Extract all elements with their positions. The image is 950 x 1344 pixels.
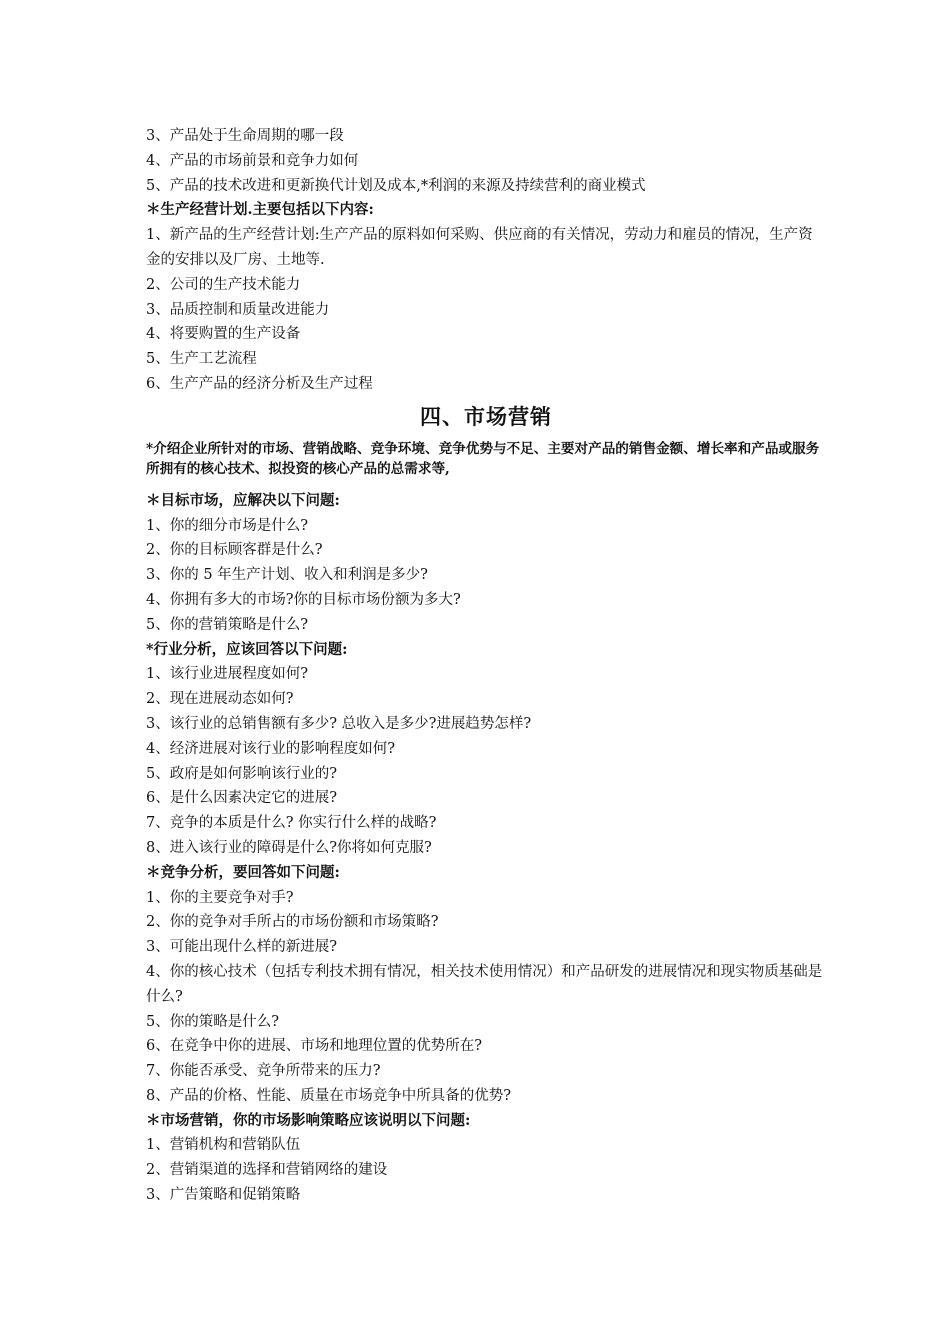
list-item: 5、生产工艺流程: [146, 351, 257, 368]
list-item: 8、进入该行业的障碍是什么?你将如何克服?: [146, 839, 432, 856]
list-item: 4、你的核心技术（包括专利技术拥有情况，相关技术使用情况）和产品研发的进展情况和现实物质基础是什么?: [146, 963, 823, 1005]
list-item: 3、可能出现什么样的新进展?: [146, 939, 337, 956]
list-item: 6、是什么因素决定它的进展?: [146, 790, 337, 807]
list-item: 4、产品的市场前景和竞争力如何: [146, 152, 359, 169]
list-item: 1、你的细分市场是什么?: [146, 517, 308, 534]
list-item: 3、你的 5 年生产计划、收入和利润是多少?: [146, 567, 428, 584]
list-item: 3、广告策略和促销策略: [146, 1187, 301, 1204]
market-marketing-title: ＊市场营销，你的市场影响策略应该说明以下问题:: [146, 1111, 471, 1129]
list-item: 1、新产品的生产经营计划:生产产品的原料如何采购、供应商的有关情况，劳动力和雇员的情况，生产资金的安排以及厂房、土地等.: [146, 227, 813, 268]
list-item: 3、产品处于生命周期的哪一段: [146, 128, 344, 144]
document-body: [146, 124, 826, 1208]
list-item: 4、你拥有多大的市场?你的目标市场份额为多大?: [146, 591, 461, 608]
list-item: 4、将要购置的生产设备: [146, 326, 301, 343]
target-market-title: ＊目标市场，应解决以下问题:: [146, 491, 340, 509]
list-item: 4、经济进展对该行业的影响程度如何?: [146, 740, 395, 757]
list-item: 2、你的目标顾客群是什么?: [146, 542, 323, 559]
list-item: 5、政府是如何影响该行业的?: [146, 765, 337, 782]
list-item: 8、产品的价格、性能、质量在市场竞争中所具备的优势?: [146, 1087, 511, 1104]
section-heading: 四、市场营销: [420, 403, 552, 429]
list-item: 5、你的营销策略是什么?: [146, 616, 308, 633]
list-item: 3、该行业的总销售额有多少? 总收入是多少?进展趋势怎样?: [146, 715, 532, 732]
industry-analysis-title: *行业分析，应该回答以下问题:: [146, 640, 348, 658]
list-item: 7、你能否承受、竞争所带来的压力?: [146, 1063, 381, 1080]
list-item: 5、产品的技术改进和更新换代计划及成本,*利润的来源及持续营利的商业模式: [146, 177, 646, 194]
list-item: 2、现在进展动态如何?: [146, 691, 294, 708]
list-item: 1、你的主要竞争对手?: [146, 889, 294, 906]
list-item: 1、营销机构和营销队伍: [146, 1137, 301, 1154]
list-item: 3、品质控制和质量改进能力: [146, 301, 330, 318]
competition-analysis-title: ＊竞争分析，要回答如下问题:: [146, 863, 340, 881]
list-item: 2、你的竞争对手所占的市场份额和市场策略?: [146, 914, 439, 931]
list-item: 6、在竞争中你的进展、市场和地理位置的优势所在?: [146, 1038, 482, 1055]
list-item: 2、营销渠道的选择和营销网络的建设: [146, 1162, 388, 1179]
section-intro: *介绍企业所针对的市场、营销战略、竞争环境、竞争优势与不足、主要对产品的销售金额、增长率和产品或服务所拥有的核心技术、拟投资的核心产品的总需求等,: [146, 440, 820, 477]
production-plan-title: ＊生产经营计划.主要包括以下内容:: [146, 201, 374, 219]
list-item: 2、公司的生产技术能力: [146, 276, 301, 293]
list-item: 1、该行业进展程度如何?: [146, 666, 308, 683]
list-item: 7、竞争的本质是什么? 你实行什么样的战略?: [146, 815, 437, 832]
list-item: 6、生产产品的经济分析及生产过程: [146, 375, 373, 392]
list-item: 5、你的策略是什么?: [146, 1013, 279, 1030]
